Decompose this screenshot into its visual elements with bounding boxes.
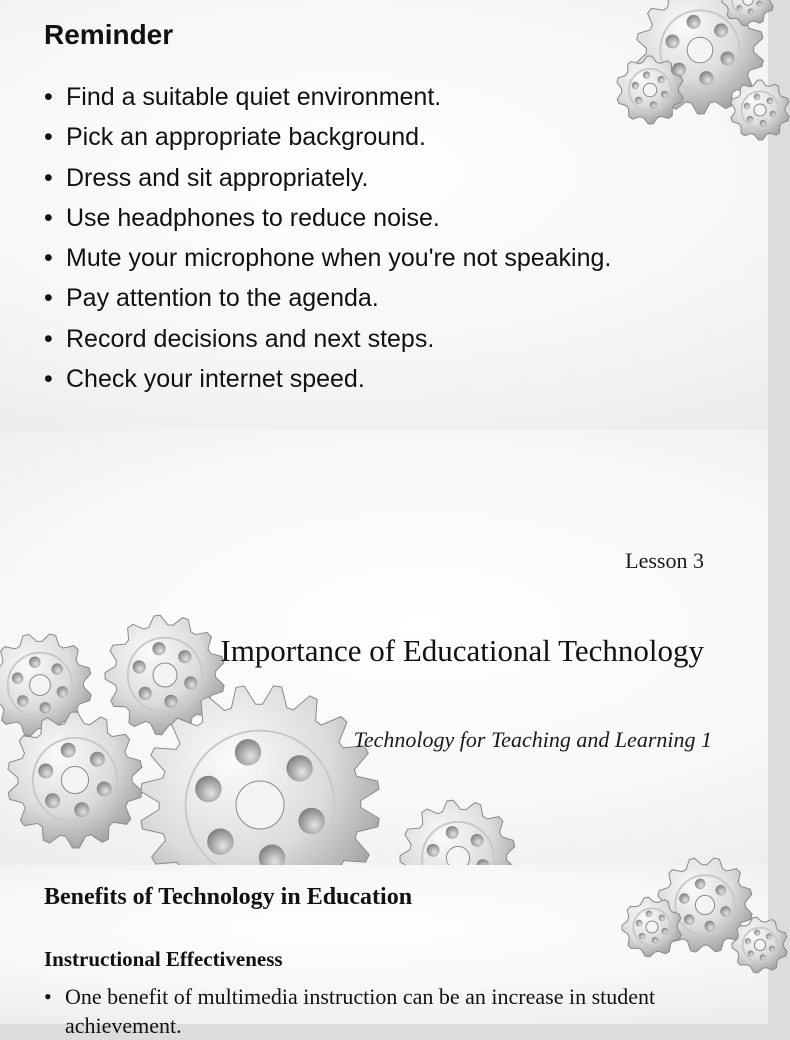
slide-title: Reminder (44, 19, 174, 50)
list-item-text: Record decisions and next steps. (66, 324, 435, 353)
gear-cluster-top-right (600, 0, 790, 130)
list-item-text: Dress and sit appropriately. (66, 163, 369, 192)
list-item-text: Mute your microphone when you're not speaking. (66, 244, 612, 273)
list-item-text: One benefit of multimedia instruction can be an increase in student achievement. (65, 984, 656, 1038)
slide-title: Importance of Educational Technology (220, 633, 704, 668)
lesson-label: Lesson 3 (625, 548, 704, 573)
bullet: • (44, 83, 53, 111)
list-item-text: Pick an appropriate background. (66, 123, 426, 152)
bullet: • (44, 163, 53, 192)
slide-benefits (0, 865, 768, 1038)
list-item (44, 80, 611, 120)
bullet: • (44, 123, 53, 152)
slide-title: Benefits of Technology in Education (44, 884, 413, 910)
list-item (44, 120, 611, 160)
list-item (44, 362, 611, 402)
slide-reminder (0, 0, 768, 430)
slide-subheading: Instructional Effectiveness (44, 947, 283, 971)
bullet: • (44, 244, 53, 273)
bullet: • (44, 984, 52, 1009)
bullet: • (44, 203, 53, 232)
list-item-text: Find a suitable quiet environment. (66, 83, 442, 111)
list-item (44, 241, 611, 281)
list-item (44, 281, 611, 321)
list-item (44, 161, 611, 201)
list-item (44, 982, 684, 1040)
list-item-text: Use headphones to reduce noise. (66, 203, 440, 232)
benefits-list (44, 982, 684, 1040)
bullet: • (44, 284, 53, 313)
list-item-text: Pay attention to the agenda. (66, 284, 379, 313)
slide-lesson-title (0, 430, 768, 865)
list-item (44, 322, 611, 362)
list-item (44, 201, 611, 241)
slide-subtitle: Technology for Teaching and Learning 1 (353, 727, 712, 752)
gear-icon (732, 917, 787, 973)
list-item-text: Check your internet speed. (66, 365, 365, 394)
bullet: • (44, 324, 53, 353)
bullet: • (44, 365, 53, 394)
reminder-list (44, 80, 611, 402)
